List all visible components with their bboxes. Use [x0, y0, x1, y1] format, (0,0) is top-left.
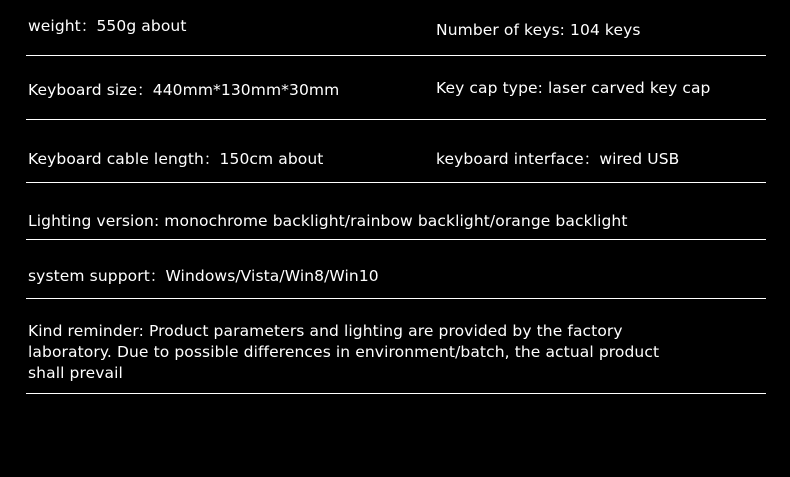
- spec-key-cap-type-value: Key cap type: laser carved key cap: [436, 79, 711, 97]
- spec-weight-value: weight：550g about: [28, 17, 187, 35]
- spec-keyboard-size-value: Keyboard size：440mm*130mm*30mm: [28, 81, 340, 99]
- spec-number-of-keys-value: Number of keys: 104 keys: [436, 21, 641, 39]
- spec-keyboard-interface-value: keyboard interface：wired USB: [436, 150, 680, 168]
- spec-row-kind-reminder: [18, 299, 772, 394]
- spec-row-cable-length: [18, 120, 772, 183]
- spec-cable-length-value: Keyboard cable length：150cm about: [28, 150, 324, 168]
- spec-row-keyboard-size: [18, 56, 772, 120]
- spec-row-system-support: [18, 240, 772, 299]
- spec-system-support-value: system support：Windows/Vista/Win8/Win10: [28, 267, 379, 285]
- spec-kind-reminder-text: Kind reminder: Product parameters and lighting are provided by the factory laboratory. Due to possible differences in environment/batch, the actual product shall prevail: [28, 322, 665, 382]
- spec-row-weight: [18, 0, 772, 56]
- spec-lighting-version-value: Lighting version: monochrome backlight/rainbow backlight/orange backlight: [28, 212, 628, 230]
- spec-row-lighting-version: [18, 183, 772, 240]
